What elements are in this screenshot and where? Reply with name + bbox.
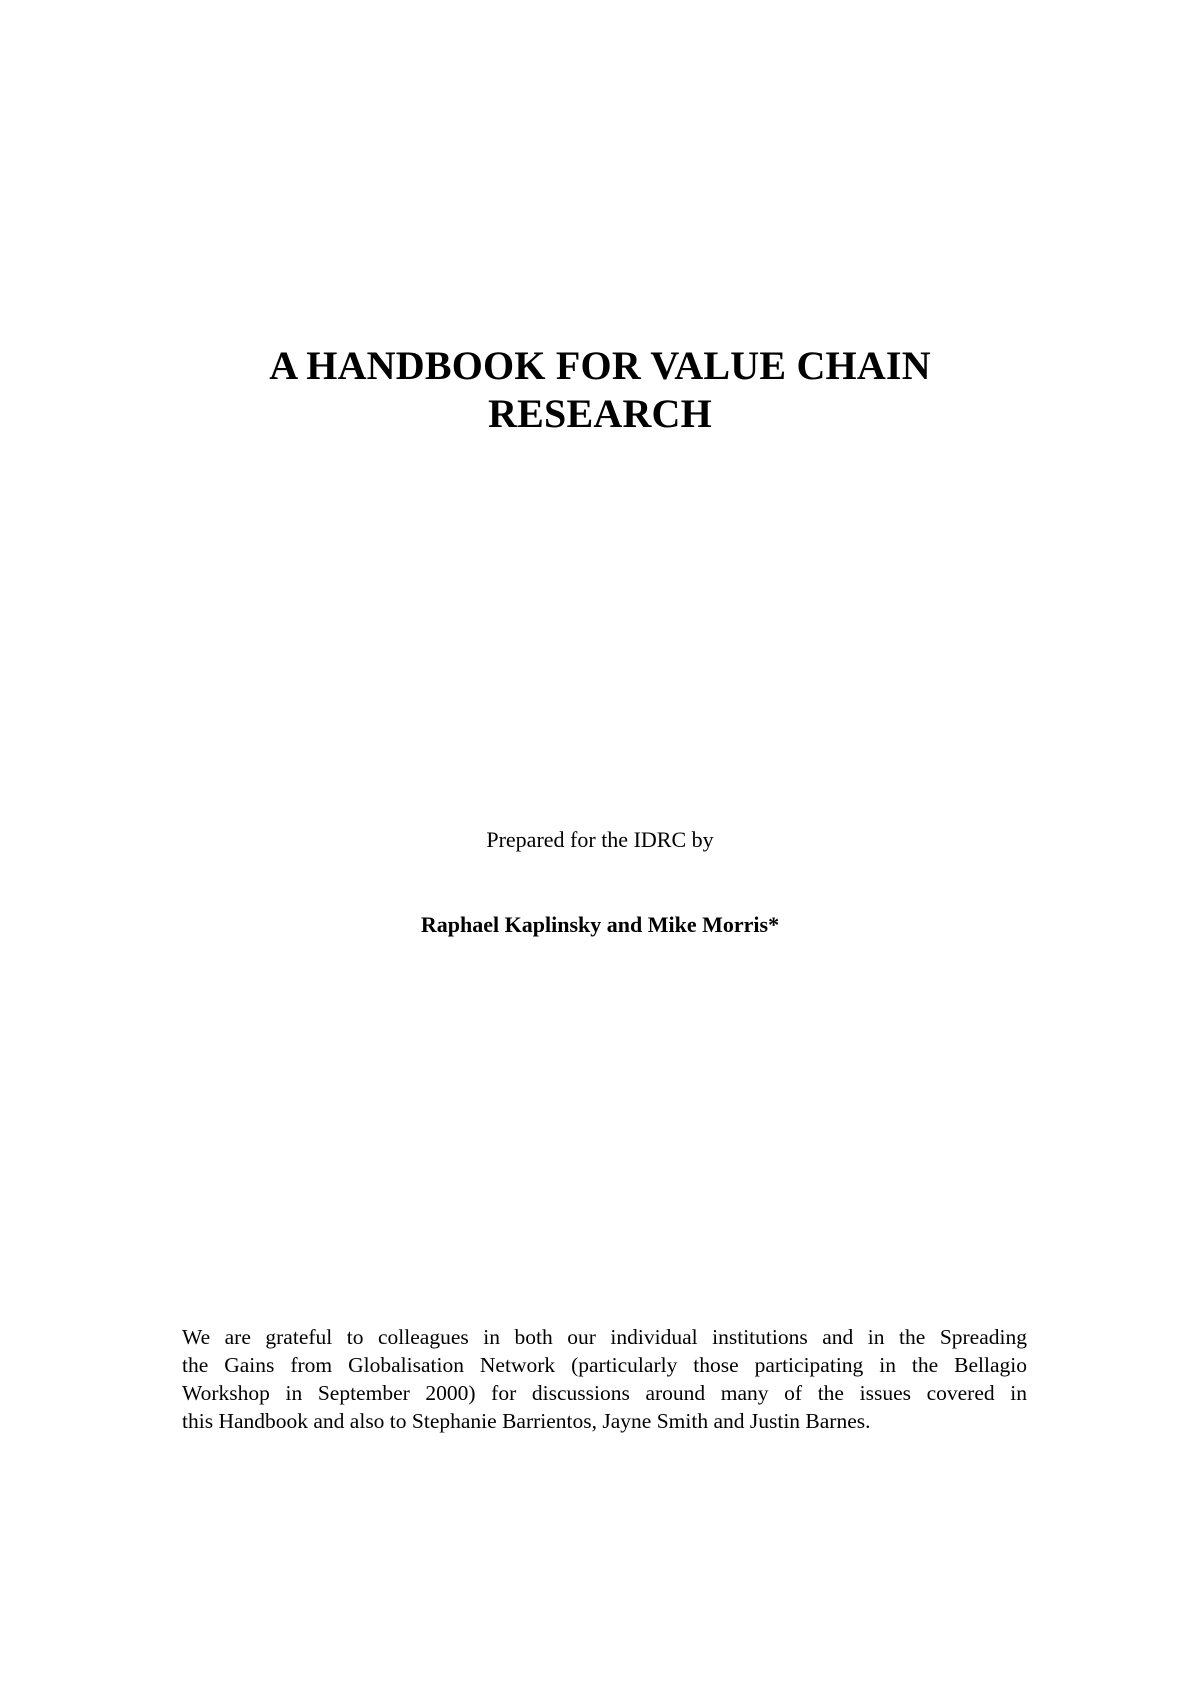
acknowledgement-line-4: this Handbook and also to Stephanie Barrientos, Jayne Smith and Justin Barnes.	[182, 1409, 871, 1433]
authors-text: Raphael Kaplinsky and Mike Morris*	[420, 912, 780, 937]
document-title	[0, 342, 1200, 438]
acknowledgement-line-2: the Gains from Globalisation Network (particularly those participating in the Bellagio	[182, 1353, 1027, 1377]
title-line-2: RESEARCH	[488, 391, 712, 436]
title-line-1: A HANDBOOK FOR VALUE CHAIN	[269, 343, 931, 388]
acknowledgement-paragraph	[182, 1323, 1027, 1435]
acknowledgement-line-3: Workshop in September 2000) for discussions around many of the issues covered in	[182, 1381, 1027, 1405]
prepared-for-text: Prepared for the IDRC by	[486, 827, 714, 852]
acknowledgement-line-1: We are grateful to colleagues in both our individual institutions and in the Spreading	[182, 1325, 1027, 1349]
